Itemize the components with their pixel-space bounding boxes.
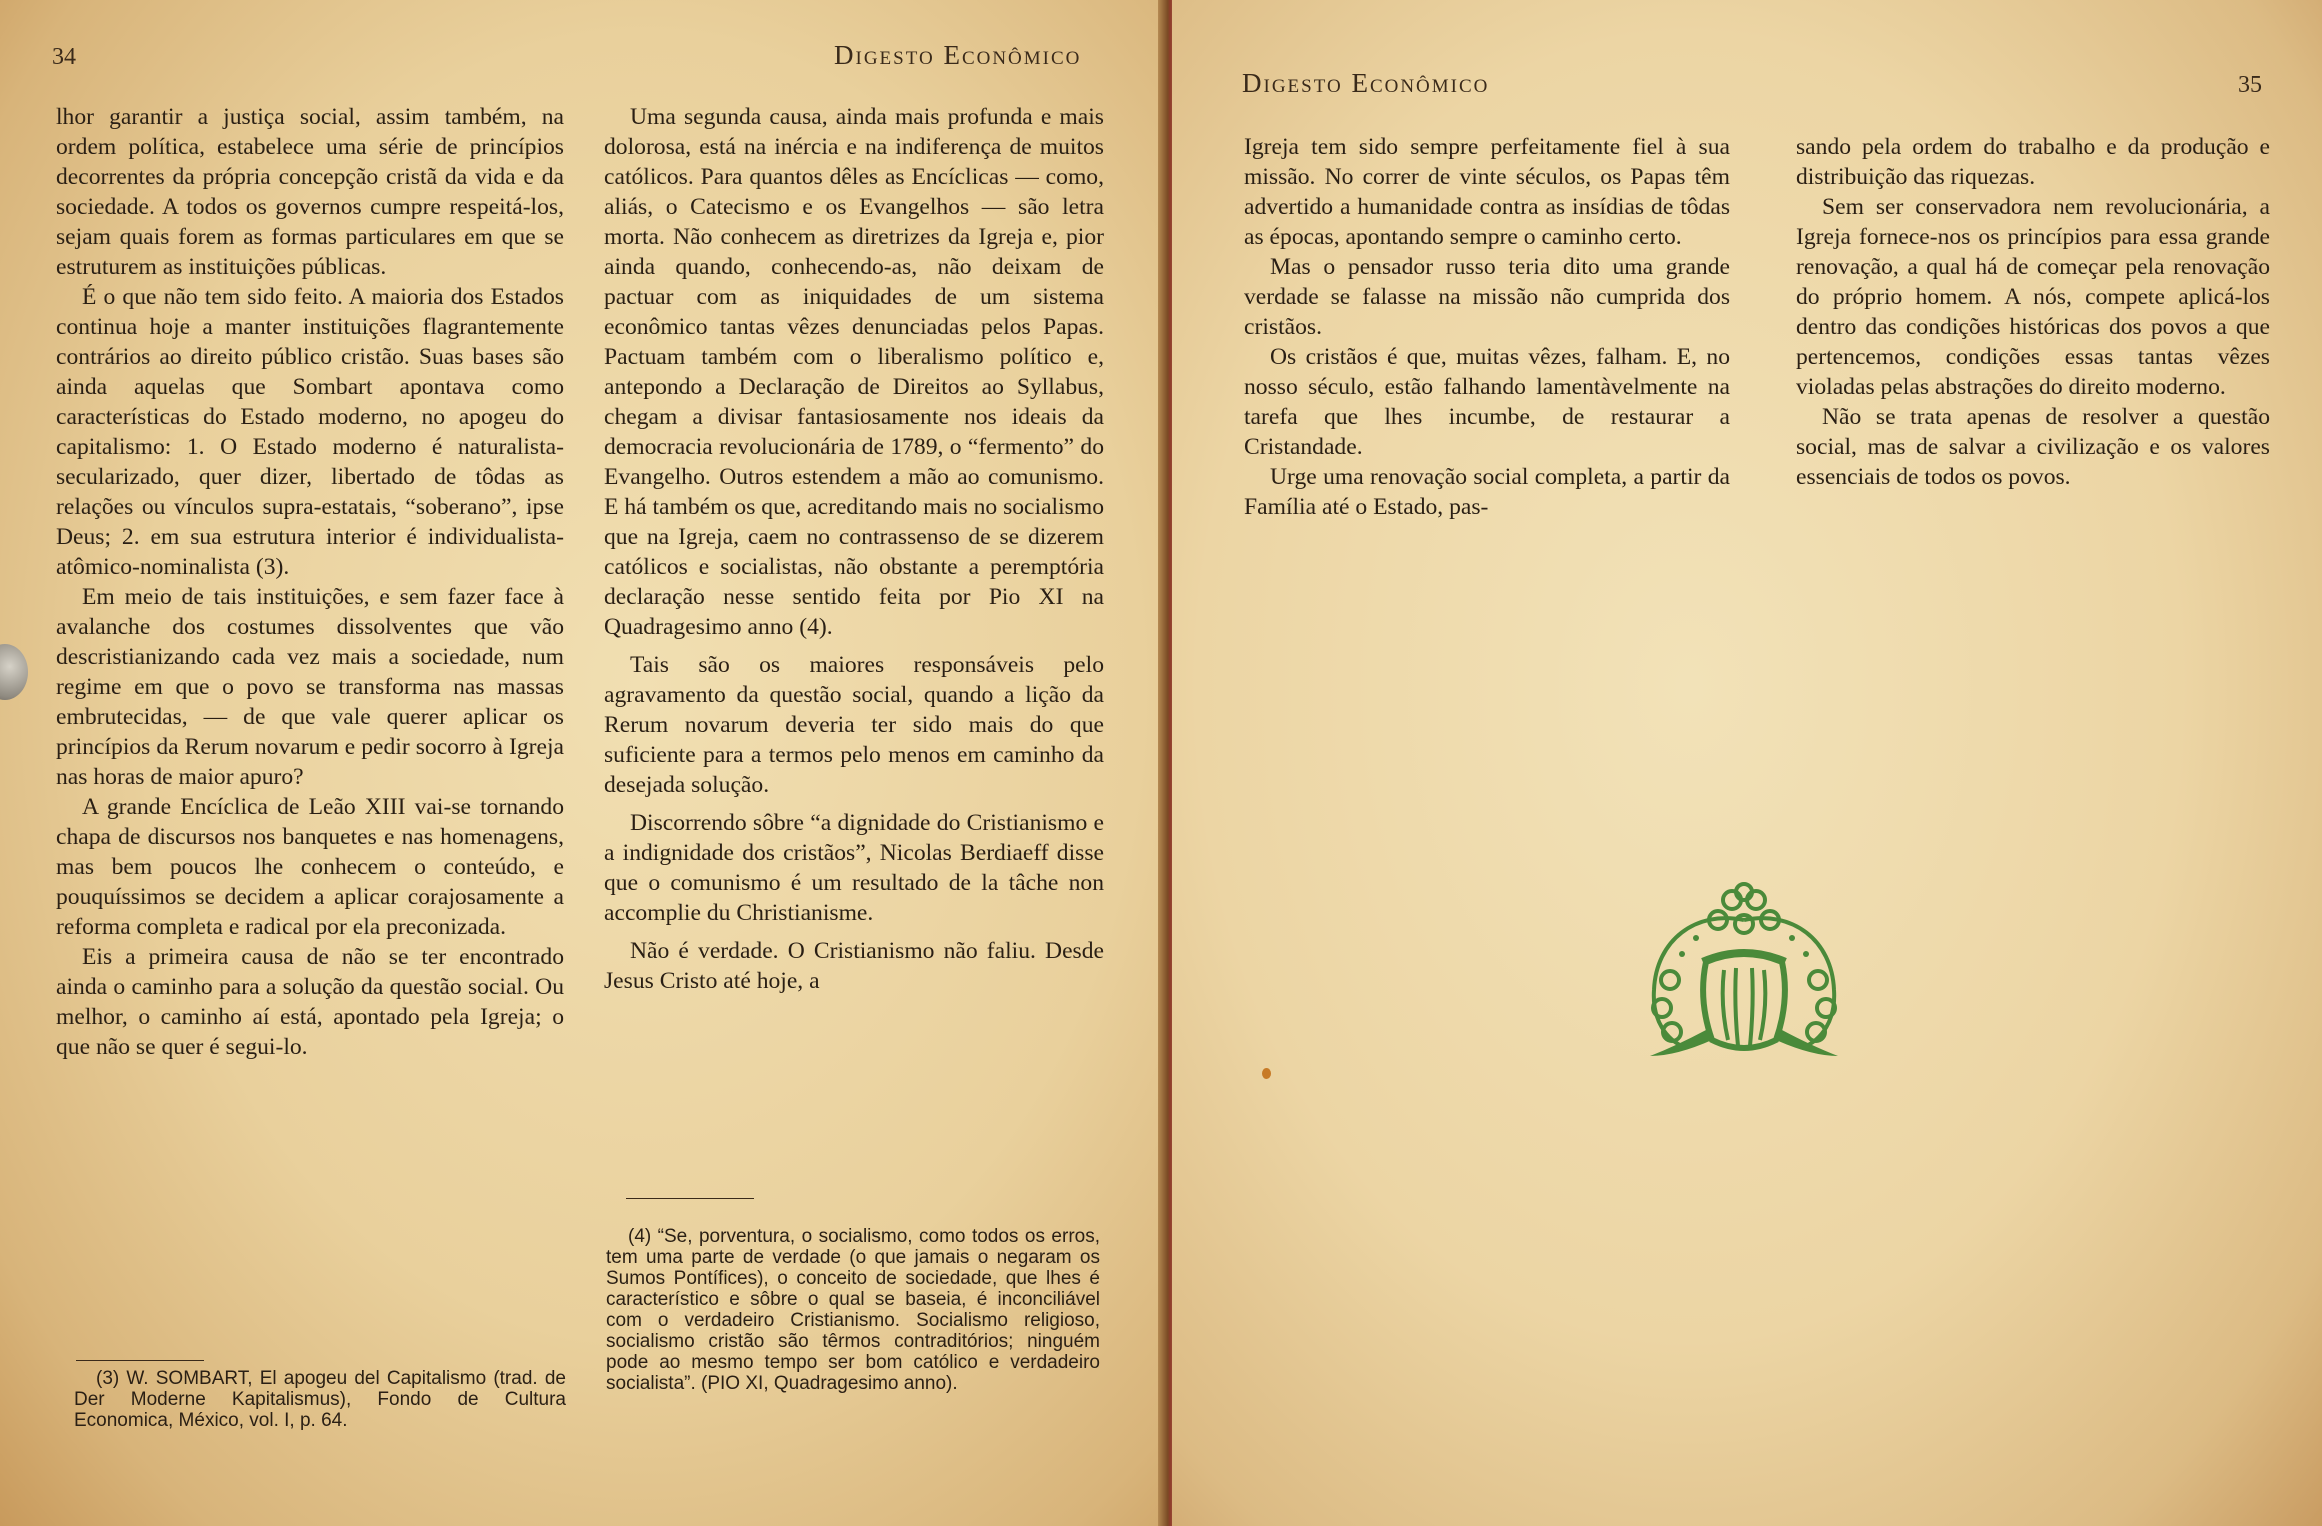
paragraph: Uma segunda causa, ainda mais profunda e mais dolorosa, está na inércia e na indiferença de muitos católicos. Para quantos dêles as Encíclicas — como, aliás, o Catecismo e os Evangelhos — são letra morta. Não conhecem as diretrizes da Igreja e, pior ainda quando, conhecendo-as, não deixam de pactuar com as iniquidades de um sistema econômico tantas vêzes denunciadas pelos Papas. Pactuam também com o liberalismo político e, antepondo a Declaração de Direitos ao Syllabus, chegam a divisar fantasiosamente nos ideais da democracia revolucionária de 1789, o “fermento” do Evangelho. Outros estendem a mão ao comunismo. E há também os que, acreditando mais no socialismo que na Igreja, caem no contrassenso de se dizerem católicos e socialistas, não obstante a peremptória declaração nesse sentido feita por Pio XI na Quadragesimo anno (4). — [604, 104, 1104, 640]
paragraph: lhor garantir a justiça social, assim também, na ordem política, estabelece uma série de princípios decorrentes da própria concepção cristã da vida e da sociedade. A todos os governos cumpre respeitá-los, sejam quais forem as formas particulares em que se estruturem as instituições públicas. — [56, 104, 564, 280]
left-column-1 — [56, 102, 564, 1062]
footnote-text: (3) W. SOMBART, El apogeu del Capitalismo (trad. de Der Moderne Kapitalismus), Fondo de Cultura Economica, México, vol. I, p. 64. — [74, 1368, 566, 1431]
right-column-2 — [1796, 132, 2270, 492]
footnote-rule — [76, 1360, 204, 1361]
right-page — [1172, 0, 2322, 1526]
paragraph: Não se trata apenas de resolver a questão social, mas de salvar a civilização e os valores essenciais de todos os povos. — [1796, 404, 2270, 490]
paragraph: É o que não tem sido feito. A maioria dos Estados continua hoje a manter instituições flagrantemente contrários ao direito público cristão. Suas bases são ainda aquelas que Sombart apontava como características do Estado moderno, no apogeu do capitalismo: 1. O Estado moderno é naturalista-secularizado, quer dizer, libertado de tôdas as relações ou vínculos supra-estatais, “soberano”, ipse Deus; 2. em sua estrutura interior é individualista-atômico-nominalista (3). — [56, 284, 564, 580]
paragraph: Tais são os maiores responsáveis pelo agravamento da questão social, quando a lição da Rerum novarum deveria ter sido mais do que suficiente para a termos pelo menos em caminho da desejada solução. — [604, 652, 1104, 798]
left-column-2 — [604, 102, 1104, 996]
paragraph: Igreja tem sido sempre perfeitamente fiel à sua missão. No correr de vinte séculos, os Papas têm advertido a humanidade contra as insídias de tôdas as épocas, apontando sempre o caminho certo. — [1244, 134, 1730, 250]
paragraph: A grande Encíclica de Leão XIII vai-se tornando chapa de discursos nos banquetes e nas homenagens, mas bem poucos lhe conhecem o conteúdo, e pouquíssimos se decidem a aplicar corajosamente a reforma completa e radical por ela preconizada. — [56, 794, 564, 940]
right-column-1 — [1244, 132, 1730, 522]
paragraph: Mas o pensador russo teria dito uma grande verdade se falasse na missão não cumprida dos cristãos. — [1244, 254, 1730, 340]
footnote-3 — [74, 1368, 566, 1431]
footnote-text: (4) “Se, porventura, o socialismo, como todos os erros, tem uma parte de verdade (o que jamais o negaram os Sumos Pontífices), o conceito de sociedade, que lhes é característico e sôbre o qual se baseia, é inconciliável com o verdadeiro Cristianismo. Socialismo religioso, socialismo cristão são têrmos contraditórios; ninguém pode ao mesmo tempo ser bom católico e verdadeiro socialista”. (PIO XI, Quadragesimo anno). — [606, 1226, 1100, 1394]
paragraph: Discorrendo sôbre “a dignidade do Cristianismo e a indignidade dos cristãos”, Nicolas Berdiaeff disse que o comunismo é um resultado de la tâche non accomplie du Christianisme. — [604, 810, 1104, 926]
paragraph: Não é verdade. O Cristianismo não faliu. Desde Jesus Cristo até hoje, a — [604, 938, 1104, 994]
metal-clip — [0, 644, 28, 700]
paragraph: Os cristãos é que, muitas vêzes, falham. E, no nosso século, estão falhando lamentàvelmente na tarefa que lhes incumbe, de restaurar a Cristandade. — [1244, 344, 1730, 460]
paragraph: sando pela ordem do trabalho e da produção e distribuição das riquezas. — [1796, 134, 2270, 190]
paragraph: Em meio de tais instituições, e sem fazer face à avalanche dos costumes dissolventes que vão descristianizando cada vez mais a sociedade, num regime em que o povo se transforma nas massas embrutecidas, — de que vale querer aplicar os princípios da Rerum novarum e pedir socorro à Igreja nas horas de maior apuro? — [56, 584, 564, 790]
paragraph: Eis a primeira causa de não se ter encontrado ainda o caminho para a solução da questão social. Ou melhor, o caminho aí está, apontado pela Igreja; o que não se quer é segui-lo. — [56, 944, 564, 1060]
footnote-4 — [606, 1226, 1100, 1394]
footnote-rule — [626, 1198, 754, 1199]
paragraph: Sem ser conservadora nem revolucionária, a Igreja fornece-nos os princípios para essa grande renovação, a qual há de começar pela renovação do próprio homem. A nós, compete aplicá-los dentro das condições históricas dos povos a que pertencemos, condições essas tantas vêzes violadas pelas abstrações do direito moderno. — [1796, 194, 2270, 400]
flower-vase-ornament-icon — [1636, 880, 1852, 1070]
page-number-right: 35 — [2238, 72, 2262, 98]
paragraph: Urge uma renovação social completa, a partir da Família até o Estado, pas- — [1244, 464, 1730, 520]
ink-spot — [1262, 1068, 1271, 1079]
page-number-left: 34 — [52, 44, 76, 70]
running-head-left: Digesto Econômico — [834, 40, 1082, 70]
running-head-right: Digesto Econômico — [1242, 68, 1490, 98]
